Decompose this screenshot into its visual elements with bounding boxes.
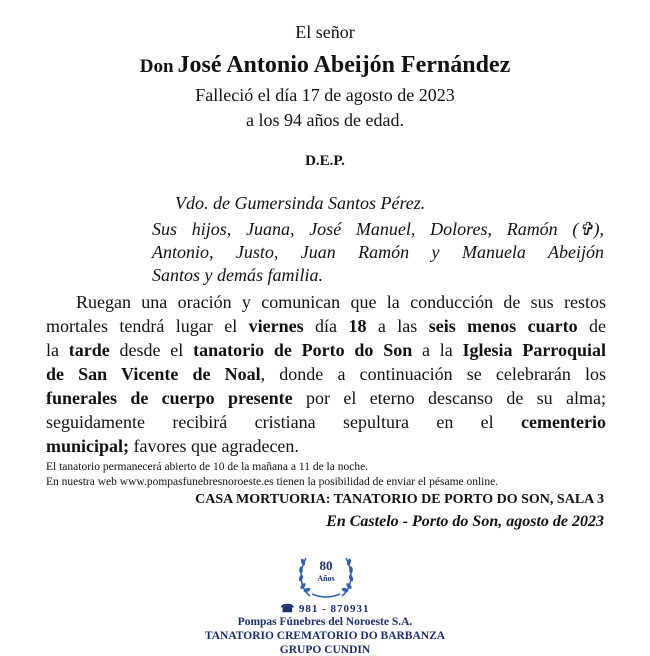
text-segment: a las	[366, 316, 429, 336]
logo-word: Años	[317, 574, 335, 583]
burial-place-cont: municipal;	[46, 436, 130, 456]
announcement-line	[46, 410, 606, 434]
announcement-paragraph	[46, 290, 606, 458]
funeral-type: funerales de cuerpo presente	[46, 388, 293, 408]
time-of-day: tarde	[68, 340, 110, 360]
phone-line	[0, 602, 650, 615]
age-line: a los 94 años de edad.	[246, 110, 404, 130]
text-segment: a la	[412, 340, 463, 360]
anniversary-logo	[290, 546, 362, 602]
funeral-time: seis menos cuarto	[428, 316, 578, 336]
mortuary-line: CASA MORTUORIA: TANATORIO DE PORTO DO SON, SALA 3	[195, 492, 604, 507]
text-segment: Ruegan una oración y comunican que la conducción de sus restos	[76, 292, 606, 312]
family-block	[152, 218, 604, 287]
text-segment: En nuestra web	[46, 476, 120, 488]
church-name: Iglesia Parroquial	[462, 340, 606, 360]
intro-text: El señor	[295, 22, 355, 42]
departure-place: tanatorio de Porto do Son	[193, 340, 413, 360]
deceased-name-line	[0, 52, 650, 79]
text-segment: favores que agradecen.	[129, 436, 299, 456]
announcement-line	[46, 434, 606, 458]
website-link[interactable]: www.pompasfunebresnoroeste.es	[119, 476, 274, 488]
honorific: Don	[139, 56, 174, 77]
announcement-line	[46, 338, 606, 362]
dep-heading: D.E.P.	[305, 153, 345, 169]
text-segment: seguidamente recibirá cristiana sepultura en el	[46, 412, 522, 432]
death-date: Falleció el día 17 de agosto de 2023	[195, 85, 455, 105]
dateline: En Castelo - Porto do Son, agosto de 2023	[326, 513, 604, 530]
church-name-cont: de San Vicente de Noal	[46, 364, 261, 384]
text-segment: mortales tendrá lugar el	[46, 316, 249, 336]
web-note	[46, 476, 498, 488]
text-segment: de	[577, 316, 606, 336]
text-segment: por el eterno descanso de su alma;	[292, 388, 606, 408]
funeral-date: 18	[348, 316, 367, 336]
text-segment: tienen la posibilidad de enviar el pésame online.	[273, 476, 499, 488]
funeral-day: viernes	[248, 316, 304, 336]
company-name: Pompas Fúnebres del Noroeste S.A.	[237, 616, 413, 628]
phone-number: 981 - 870931	[298, 603, 370, 615]
announcement-line	[46, 290, 606, 314]
family-line: Sus hijos, Juana, José Manuel, Dolores, Ramón (✞),	[152, 219, 604, 239]
announcement-line	[46, 386, 606, 410]
burial-place: cementerio	[521, 412, 606, 432]
text-segment: , donde a continuación se celebrarán los	[260, 364, 606, 384]
opening-hours-note: El tanatorio permanecerá abierto de 10 de la mañana a 11 de la noche.	[46, 461, 369, 473]
announcement-line	[46, 314, 606, 338]
deceased-name: José Antonio Abeijón Fernández	[177, 52, 511, 78]
text-segment: desde el	[109, 340, 194, 360]
family-line: Antonio, Justo, Juan Ramón y Manuela Abeijón	[152, 242, 604, 262]
family-line: Santos y demás familia.	[152, 265, 323, 285]
announcement-line	[46, 362, 606, 386]
ribbon-icon	[312, 594, 340, 597]
company-subtitle: TANATORIO CREMATORIO DO BARBANZA	[204, 630, 446, 642]
text-segment: la	[46, 340, 69, 360]
phone-icon: ☎	[280, 603, 296, 615]
widower-line: Vdo. de Gumersinda Santos Pérez.	[175, 193, 426, 213]
company-group: GRUPO CUNDIN	[279, 644, 371, 656]
text-segment: día	[303, 316, 349, 336]
logo-number: 80	[319, 558, 333, 573]
